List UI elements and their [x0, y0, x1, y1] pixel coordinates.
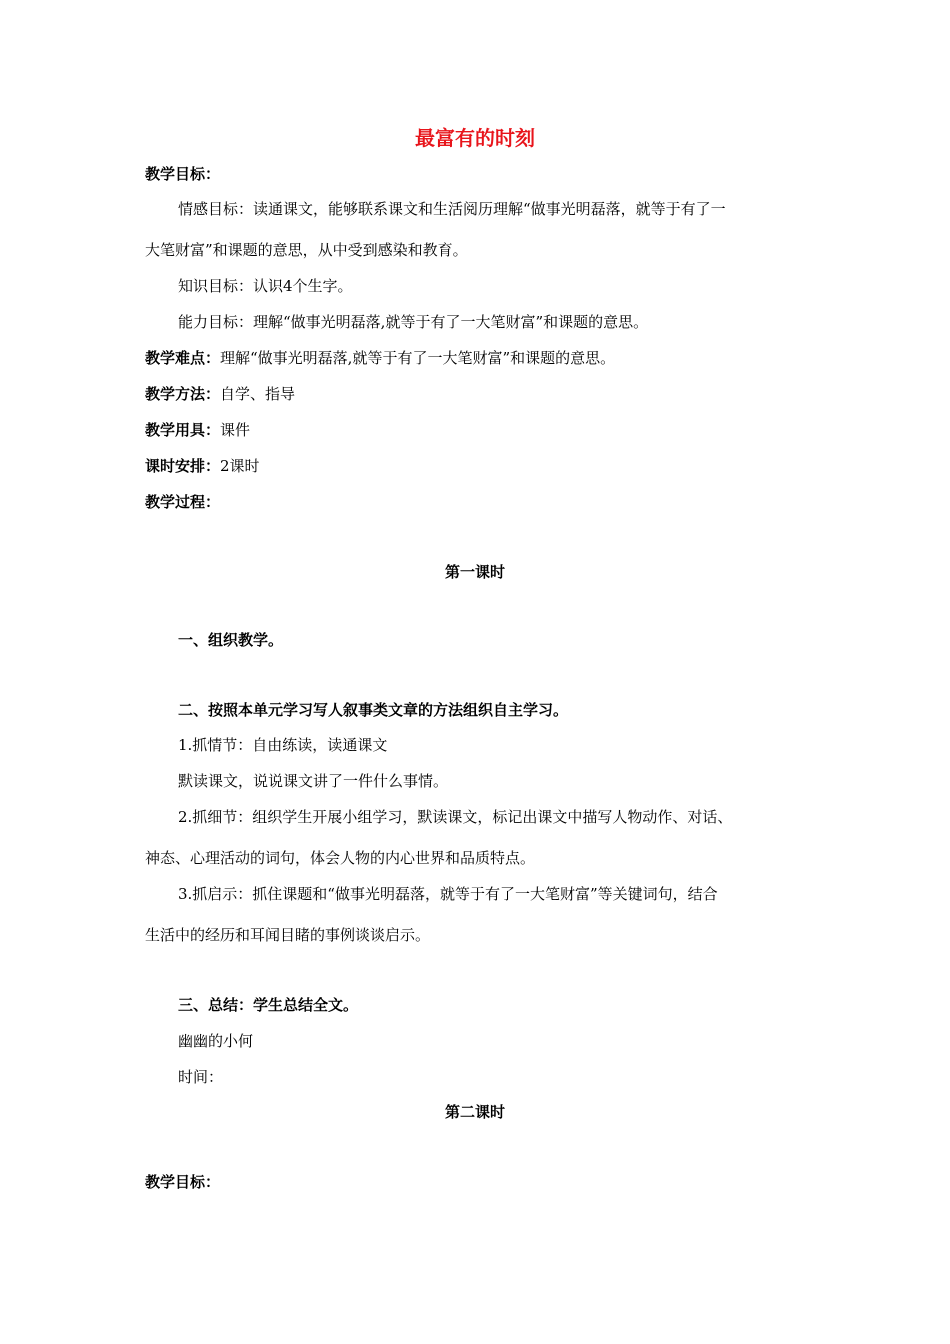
step2-heading: 二、按照本单元学习写人叙事类文章的方法组织自主学习。 — [178, 701, 569, 719]
method-label: 教学方法： — [145, 385, 221, 403]
schedule-row — [145, 456, 260, 476]
step2-item2-line-2: 神态、心理活动的词句，体会人物的内心世界和品质特点。 — [145, 849, 536, 867]
document-title: 最富有的时刻 — [415, 126, 535, 150]
step2-item2-line-1: 2.抓细节：组织学生开展小组学习，默读课文，标记出课文中描写人物动作、对话、 — [178, 808, 733, 826]
tools-row — [145, 420, 250, 440]
note-author: 幽幽的小何 — [178, 1032, 254, 1050]
difficulty-value: 理解“做事光明磊落,就等于有了一大笔财富”和课题的意思。 — [220, 349, 616, 367]
difficulty-label: 教学难点： — [145, 349, 221, 367]
step2-item1: 1.抓情节：自由练读，读通课文 — [178, 736, 388, 754]
objectives-heading: 教学目标： — [145, 165, 221, 183]
step2-item3-line-1: 3.抓启示：抓住课题和“做事光明磊落，就等于有了一大笔财富”等关键词句，结合 — [178, 885, 718, 903]
step3-heading: 三、总结：学生总结全文。 — [178, 996, 359, 1014]
objective-ability: 能力目标：理解“做事光明磊落,就等于有了一大笔财富”和课题的意思。 — [178, 313, 649, 331]
note-time: 时间： — [178, 1068, 224, 1086]
objective-emotion-line-2: 大笔财富”和课题的意思，从中受到感染和教育。 — [145, 241, 468, 259]
difficulty-row — [145, 348, 615, 368]
lesson1-heading: 第一课时 — [444, 563, 505, 581]
objective-emotion-line-1: 情感目标：读通课文，能够联系课文和生活阅历理解“做事光明磊落，就等于有了一 — [178, 200, 726, 218]
objective-knowledge: 知识目标：认识4个生字。 — [178, 277, 353, 295]
lesson2-heading: 第二课时 — [444, 1103, 505, 1121]
tools-value: 课件 — [220, 421, 251, 439]
step2-item1-sub: 默读课文，说说课文讲了一件什么事情。 — [178, 772, 449, 790]
step2-item3-line-2: 生活中的经历和耳闻目睹的事例谈谈启示。 — [145, 926, 431, 944]
schedule-value: 2课时 — [220, 457, 260, 475]
method-row — [145, 384, 295, 404]
process-heading: 教学过程： — [145, 493, 221, 511]
method-value: 自学、指导 — [220, 385, 296, 403]
schedule-label: 课时安排： — [145, 457, 221, 475]
objectives-heading-2: 教学目标： — [145, 1173, 221, 1191]
tools-label: 教学用具： — [145, 421, 221, 439]
step1-heading: 一、组织教学。 — [178, 631, 284, 649]
